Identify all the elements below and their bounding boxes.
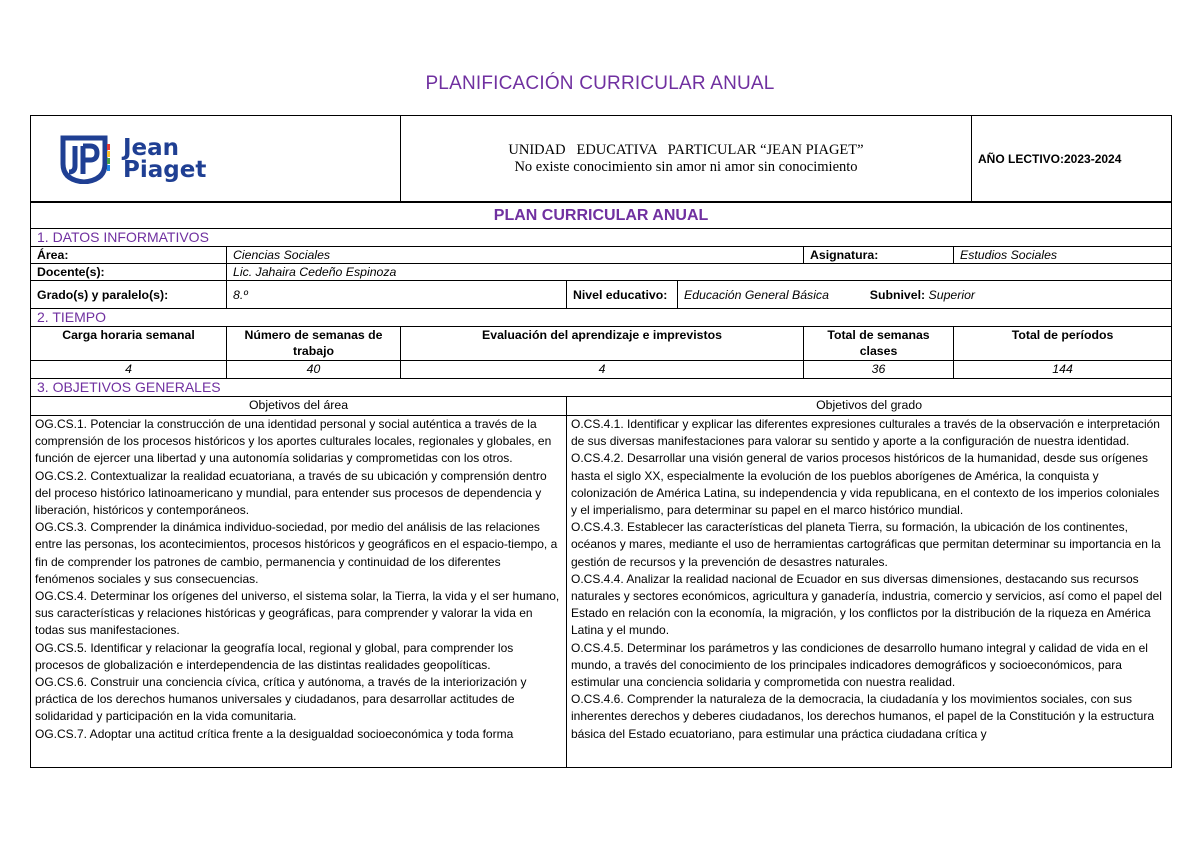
area-value: Ciencias Sociales [227, 247, 804, 264]
section-1-heading: 1. DATOS INFORMATIVOS [31, 229, 1172, 247]
time-col-header: Carga horaria semanal [31, 327, 227, 361]
school-motto: No existe conocimiento sin amor ni amor sin conocimiento [514, 158, 858, 175]
time-value: 4 [401, 361, 804, 379]
list-item: OG.CS.2. Contextualizar la realidad ecuatoriana, a través de su ubicación y comprensión dentro del proceso histórico latinoamericano y mundial, para entender sus procesos de dependencia y liberación, históricos y contemporáneos. [35, 468, 547, 518]
plan-table [30, 202, 1172, 768]
time-col-header: Evaluación del aprendizaje e imprevistos [401, 327, 804, 361]
list-item: O.CS.4.6. Comprender la naturaleza de la democracia, la ciudadanía y los movimientos sociales, con sus inherentes derechos y deberes ciudadanos, los derechos humanos, el papel de la Constitución y la estructura básica del Estado ecuatoriano, para estimular una práctica ciudadana crítica y [571, 692, 1155, 741]
list-item: O.CS.4.5. Determinar los parámetros y las condiciones de desarrollo humano integral y calidad de vida en el mundo, a través del conocimiento de los principales indicadores demográficos y socioeconómicos, para estimular una conciencia solidaria y comprometida con nuestra realidad. [571, 640, 1148, 690]
grade-objectives-list [567, 416, 1172, 768]
list-item: OG.CS.4. Determinar los orígenes del universo, el sistema solar, la Tierra, la vida y el ser humano, sus características y relaciones históricas y geográficas, para comprender y valorar la vida en todas sus manifestaciones. [35, 589, 560, 638]
level-label: Nivel educativo: [567, 281, 678, 309]
teacher-label: Docente(s): [31, 264, 227, 281]
sublevel-label: Subnivel: [869, 287, 926, 302]
teacher-value: Lic. Jahaira Cedeño Espinoza [227, 264, 1172, 281]
list-item: OG.CS.1. Potenciar la construcción de una identidad personal y social auténtica a través de la comprensión de los procesos históricos y los aportes culturales locales, regionales y globales, en función de ejercer una libertad y una autonomía solidarias y comprometidas con los otros. [35, 417, 552, 466]
plan-title: PLAN CURRICULAR ANUAL [31, 203, 1172, 229]
time-value: 40 [227, 361, 401, 379]
list-item: OG.CS.3. Comprender la dinámica individuo-sociedad, por medio del análisis de las relaciones entre las personas, los acontecimientos, procesos históricos y geográficos en el espacio-tiempo, a fin de comprender los patrones de cambio, permanencia y continuidad de los diferentes fenómenos sociales y sus consecuencias. [35, 520, 558, 586]
list-item: OG.CS.7. Adoptar una actitud crítica frente a la desigualdad socioeconómica y toda forma [35, 726, 514, 741]
grade-objectives-header: Objetivos del grado [567, 397, 1172, 416]
time-value: 36 [804, 361, 954, 379]
level-cell [678, 281, 1172, 309]
logo-wordmark: Jean Piaget [123, 134, 207, 183]
time-col-header: Número de semanas de trabajo [227, 327, 401, 361]
school-year: AÑO LECTIVO:2023-2024 [972, 116, 1172, 202]
header-table [30, 115, 1172, 202]
list-item: O.CS.4.4. Analizar la realidad nacional de Ecuador en sus diversas dimensiones, destacando sus recursos naturales y sectores económicos, agricultura y ganadería, industria, comercio y servicios, así como el papel del Estado en relación con la economía, la migración, y los conflictos por la distribución de la riqueza en América Latina y el mundo. [571, 571, 1162, 638]
subject-value: Estudios Sociales [954, 247, 1172, 264]
time-value: 144 [954, 361, 1172, 379]
section-2-heading: 2. TIEMPO [31, 309, 1172, 327]
area-objectives-list [31, 416, 567, 768]
list-item: O.CS.4.3. Establecer las características del planeta Tierra, su formación, la ubicación de los continentes, océanos y mares, mediante el uso de herramientas cartográficas que permitan determinar su importancia en la gestión de recursos y la prevención de desastres naturales. [571, 520, 1161, 569]
list-item: OG.CS.6. Construir una conciencia cívica, crítica y autónoma, a través de la interiorización y práctica de los derechos humanos universales y ciudadanos, para desarrollar actitudes de solidaridad y participación en la vida comunitaria. [35, 675, 527, 724]
area-objectives-header: Objetivos del área [31, 397, 567, 416]
grade-value: 8.º [227, 281, 567, 309]
area-label: Área: [31, 247, 227, 264]
list-item: O.CS.4.2. Desarrollar una visión general de varios procesos históricos de la humanidad, desde sus orígenes hasta el siglo XX, especialmente la evolución de los pueblos aborígenes de América, la conquista y colonización de América Latina, su independencia y vida republicana, en el contexto de los imperios coloniales y el imperialismo, para determinar su papel en el marco histórico mundial. [571, 451, 1160, 518]
time-col-header: Total de semanas clases [804, 327, 954, 361]
time-col-header: Total de períodos [954, 327, 1172, 361]
section-3-heading: 3. OBJETIVOS GENERALES [31, 379, 1172, 397]
level-value: Educación General Básica [684, 287, 829, 302]
list-item: O.CS.4.1. Identificar y explicar las diferentes expresiones culturales a través de la observación e interpretación de sus diversas manifestaciones para valorar su sentido y aporte a la configuración de nuestra identidad. [571, 417, 1160, 449]
logo-cell [31, 116, 401, 202]
document-title: PLANIFICACIÓN CURRICULAR ANUAL [425, 73, 775, 94]
time-value: 4 [31, 361, 227, 379]
school-name: UNIDAD EDUCATIVA PARTICULAR “JEAN PIAGET” [508, 141, 864, 158]
school-logo-icon [59, 134, 117, 184]
list-item: OG.CS.5. Identificar y relacionar la geografía local, regional y global, para comprender los procesos de globalización e interdependencia de las distintas realidades geopolíticas. [35, 640, 514, 672]
school-info-cell [401, 116, 972, 202]
sublevel-value: Superior [928, 287, 976, 302]
subject-label: Asignatura: [804, 247, 954, 264]
grade-label: Grado(s) y paralelo(s): [31, 281, 227, 309]
